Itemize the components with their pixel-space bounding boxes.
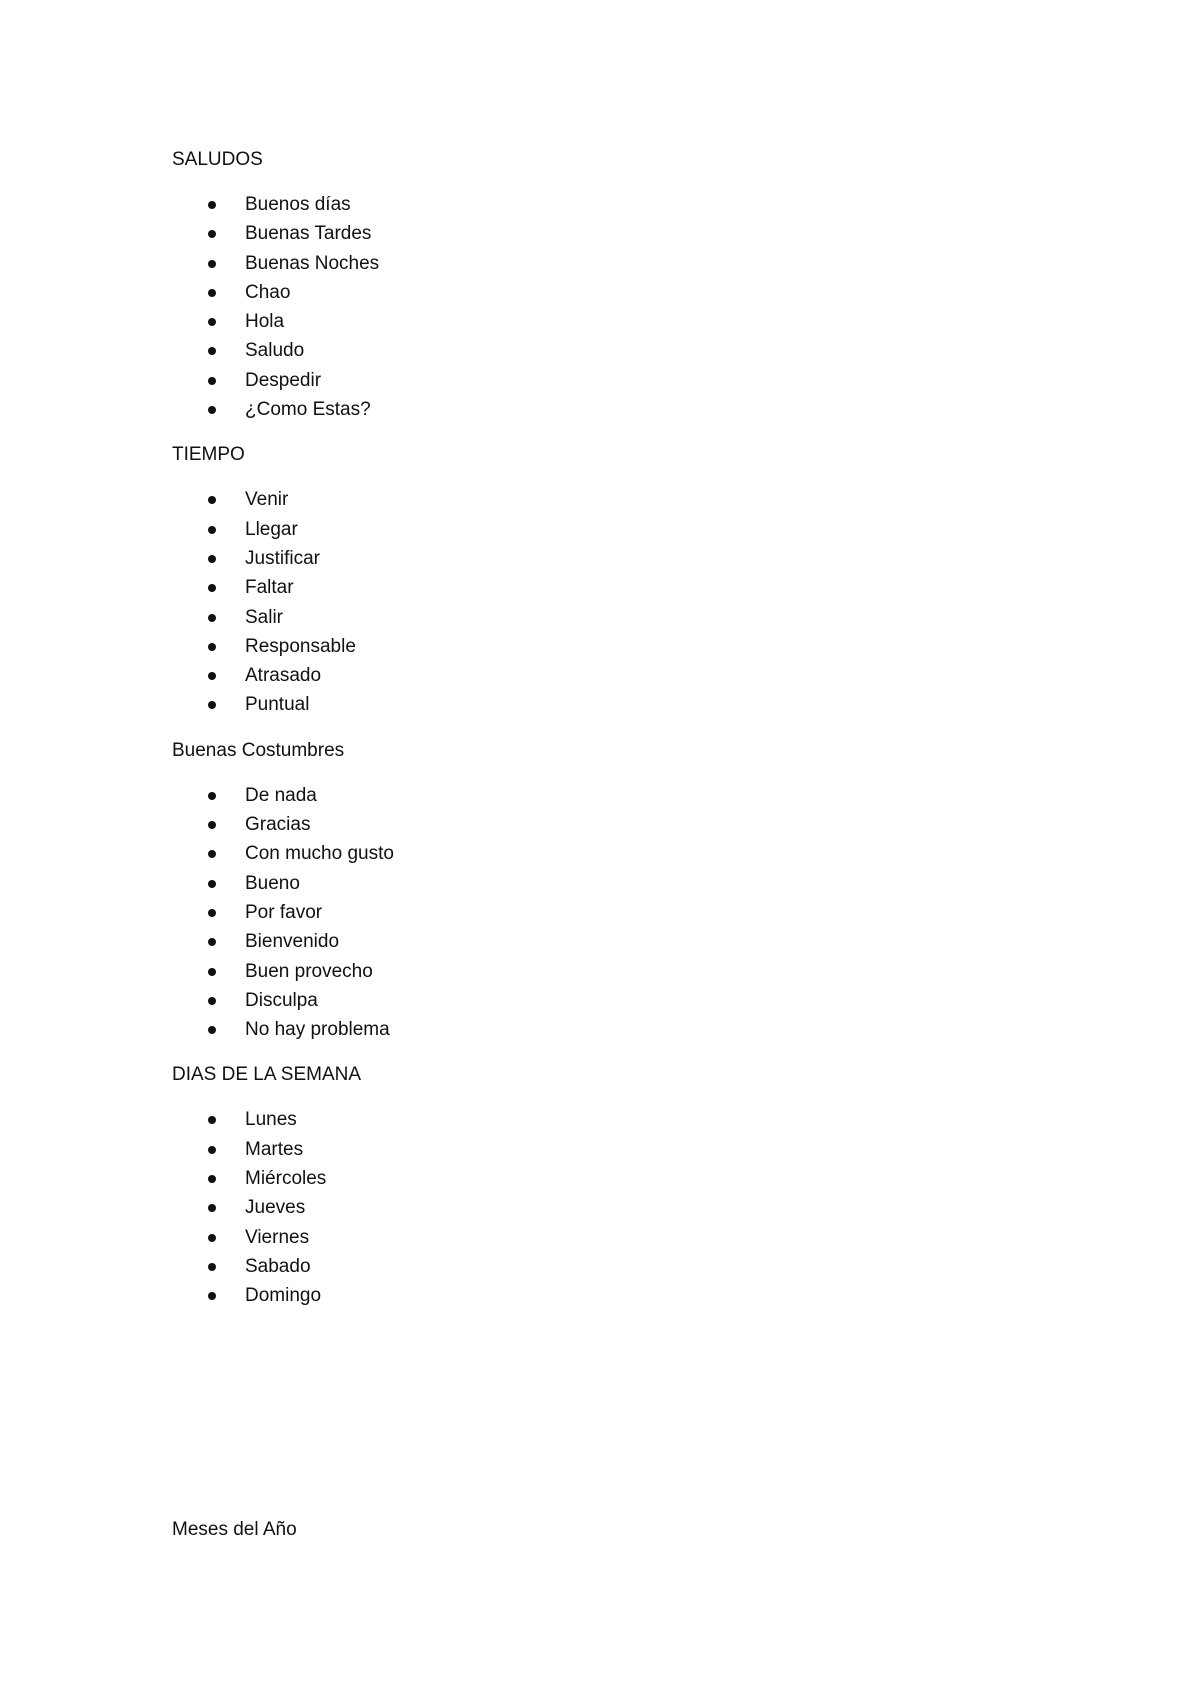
list-item bbox=[172, 810, 1072, 839]
section-heading-tiempo: TIEMPO bbox=[172, 444, 245, 466]
list-item bbox=[172, 1164, 1072, 1193]
bullet-icon bbox=[208, 643, 216, 651]
list-item bbox=[172, 190, 1072, 219]
list-item bbox=[172, 690, 1072, 719]
bullet-icon bbox=[208, 909, 216, 917]
section-heading-dias-de-la-semana: DIAS DE LA SEMANA bbox=[172, 1064, 362, 1086]
bullet-icon bbox=[208, 614, 216, 622]
list-item bbox=[172, 515, 1072, 544]
list-item bbox=[172, 544, 1072, 573]
list-item bbox=[172, 1015, 1072, 1044]
list-item-text: Con mucho gusto bbox=[245, 843, 394, 865]
list-item bbox=[172, 927, 1072, 956]
bullet-icon bbox=[208, 1234, 216, 1242]
list-item bbox=[172, 839, 1072, 868]
list-item bbox=[172, 986, 1072, 1015]
list-item bbox=[172, 1223, 1072, 1252]
list-item-text: Responsable bbox=[245, 635, 356, 657]
bullet-icon bbox=[208, 701, 216, 709]
bullet-icon bbox=[208, 880, 216, 888]
bullet-icon bbox=[208, 555, 216, 563]
list-item bbox=[172, 1281, 1072, 1310]
list-item bbox=[172, 603, 1072, 632]
list-item bbox=[172, 1135, 1072, 1164]
bullet-icon bbox=[208, 584, 216, 592]
list-item-text: Faltar bbox=[245, 577, 294, 599]
bullet-list-saludos bbox=[172, 190, 1072, 424]
list-item-text: Sabado bbox=[245, 1255, 311, 1277]
bullet-list-buenas-costumbres bbox=[172, 781, 1072, 1045]
list-item bbox=[172, 1252, 1072, 1281]
bullet-icon bbox=[208, 289, 216, 297]
list-item bbox=[172, 485, 1072, 514]
list-item-text: Viernes bbox=[245, 1226, 310, 1248]
list-item-text: Buenos días bbox=[245, 194, 351, 215]
bullet-icon bbox=[208, 260, 216, 268]
bullet-icon bbox=[208, 1263, 216, 1271]
list-item bbox=[172, 781, 1072, 810]
list-item bbox=[172, 1105, 1072, 1134]
bullet-icon bbox=[208, 201, 216, 209]
list-item-text: Salir bbox=[245, 606, 284, 628]
list-item-text: Miércoles bbox=[245, 1168, 327, 1190]
list-item-text: Jueves bbox=[245, 1197, 306, 1219]
list-item-text: ¿Como Estas? bbox=[245, 399, 371, 421]
list-item-text: Hola bbox=[245, 311, 285, 333]
list-item-text: Chao bbox=[245, 281, 291, 303]
list-item bbox=[172, 869, 1072, 898]
bullet-icon bbox=[208, 1292, 216, 1300]
list-item-text: Llegar bbox=[245, 518, 298, 540]
bullet-icon bbox=[208, 792, 216, 800]
list-item bbox=[172, 366, 1072, 395]
list-item-text: Domingo bbox=[245, 1285, 322, 1307]
list-item bbox=[172, 336, 1072, 365]
bullet-list-dias-de-la-semana bbox=[172, 1105, 1072, 1310]
list-item-text: Saludo bbox=[245, 340, 305, 362]
list-item-text: Disculpa bbox=[245, 989, 318, 1011]
list-item bbox=[172, 661, 1072, 690]
list-item-text: Buenas Noches bbox=[245, 252, 380, 274]
list-item-text: Venir bbox=[245, 489, 289, 511]
document-body bbox=[172, 145, 1072, 1327]
list-item bbox=[172, 957, 1072, 986]
section-heading-buenas-costumbres: Buenas Costumbres bbox=[172, 739, 345, 761]
list-item-text: Martes bbox=[245, 1138, 304, 1160]
bullet-icon bbox=[208, 938, 216, 946]
bullet-icon bbox=[208, 377, 216, 385]
list-item bbox=[172, 307, 1072, 336]
bullet-icon bbox=[208, 318, 216, 326]
list-item bbox=[172, 632, 1072, 661]
bullet-icon bbox=[208, 1116, 216, 1124]
list-item bbox=[172, 898, 1072, 927]
list-item-text: No hay problema bbox=[245, 1019, 390, 1041]
bullet-icon bbox=[208, 1175, 216, 1183]
list-item-text: Bueno bbox=[245, 872, 300, 894]
bullet-icon bbox=[208, 1204, 216, 1212]
list-item-text: Justificar bbox=[245, 547, 320, 569]
list-item bbox=[172, 278, 1072, 307]
list-item-text: De nada bbox=[245, 784, 317, 806]
bullet-icon bbox=[208, 850, 216, 858]
list-item bbox=[172, 1193, 1072, 1222]
bullet-icon bbox=[208, 997, 216, 1005]
list-item-text: Gracias bbox=[245, 814, 311, 836]
bullet-icon bbox=[208, 230, 216, 238]
bullet-icon bbox=[208, 406, 216, 414]
list-item bbox=[172, 573, 1072, 602]
list-item-text: Despedir bbox=[245, 369, 322, 391]
bullet-icon bbox=[208, 821, 216, 829]
bullet-icon bbox=[208, 968, 216, 976]
list-item-text: Buen provecho bbox=[245, 960, 373, 982]
list-item-text: Bienvenido bbox=[245, 931, 340, 953]
list-item-text: Por favor bbox=[245, 901, 323, 923]
list-item-text: Puntual bbox=[245, 694, 310, 716]
list-item-text: Buenas Tardes bbox=[245, 223, 372, 245]
bullet-icon bbox=[208, 526, 216, 534]
bullet-list-tiempo bbox=[172, 485, 1072, 719]
list-item bbox=[172, 249, 1072, 278]
section-heading-saludos: SALUDOS bbox=[172, 149, 263, 170]
list-item-text: Atrasado bbox=[245, 665, 322, 687]
list-item bbox=[172, 219, 1072, 248]
bullet-icon bbox=[208, 496, 216, 504]
bullet-icon bbox=[208, 347, 216, 355]
list-item bbox=[172, 395, 1072, 424]
list-item-text: Lunes bbox=[245, 1109, 297, 1131]
bullet-icon bbox=[208, 672, 216, 680]
bullet-icon bbox=[208, 1026, 216, 1034]
section-heading-meses: Meses del Año bbox=[172, 1519, 297, 1540]
bullet-icon bbox=[208, 1146, 216, 1154]
